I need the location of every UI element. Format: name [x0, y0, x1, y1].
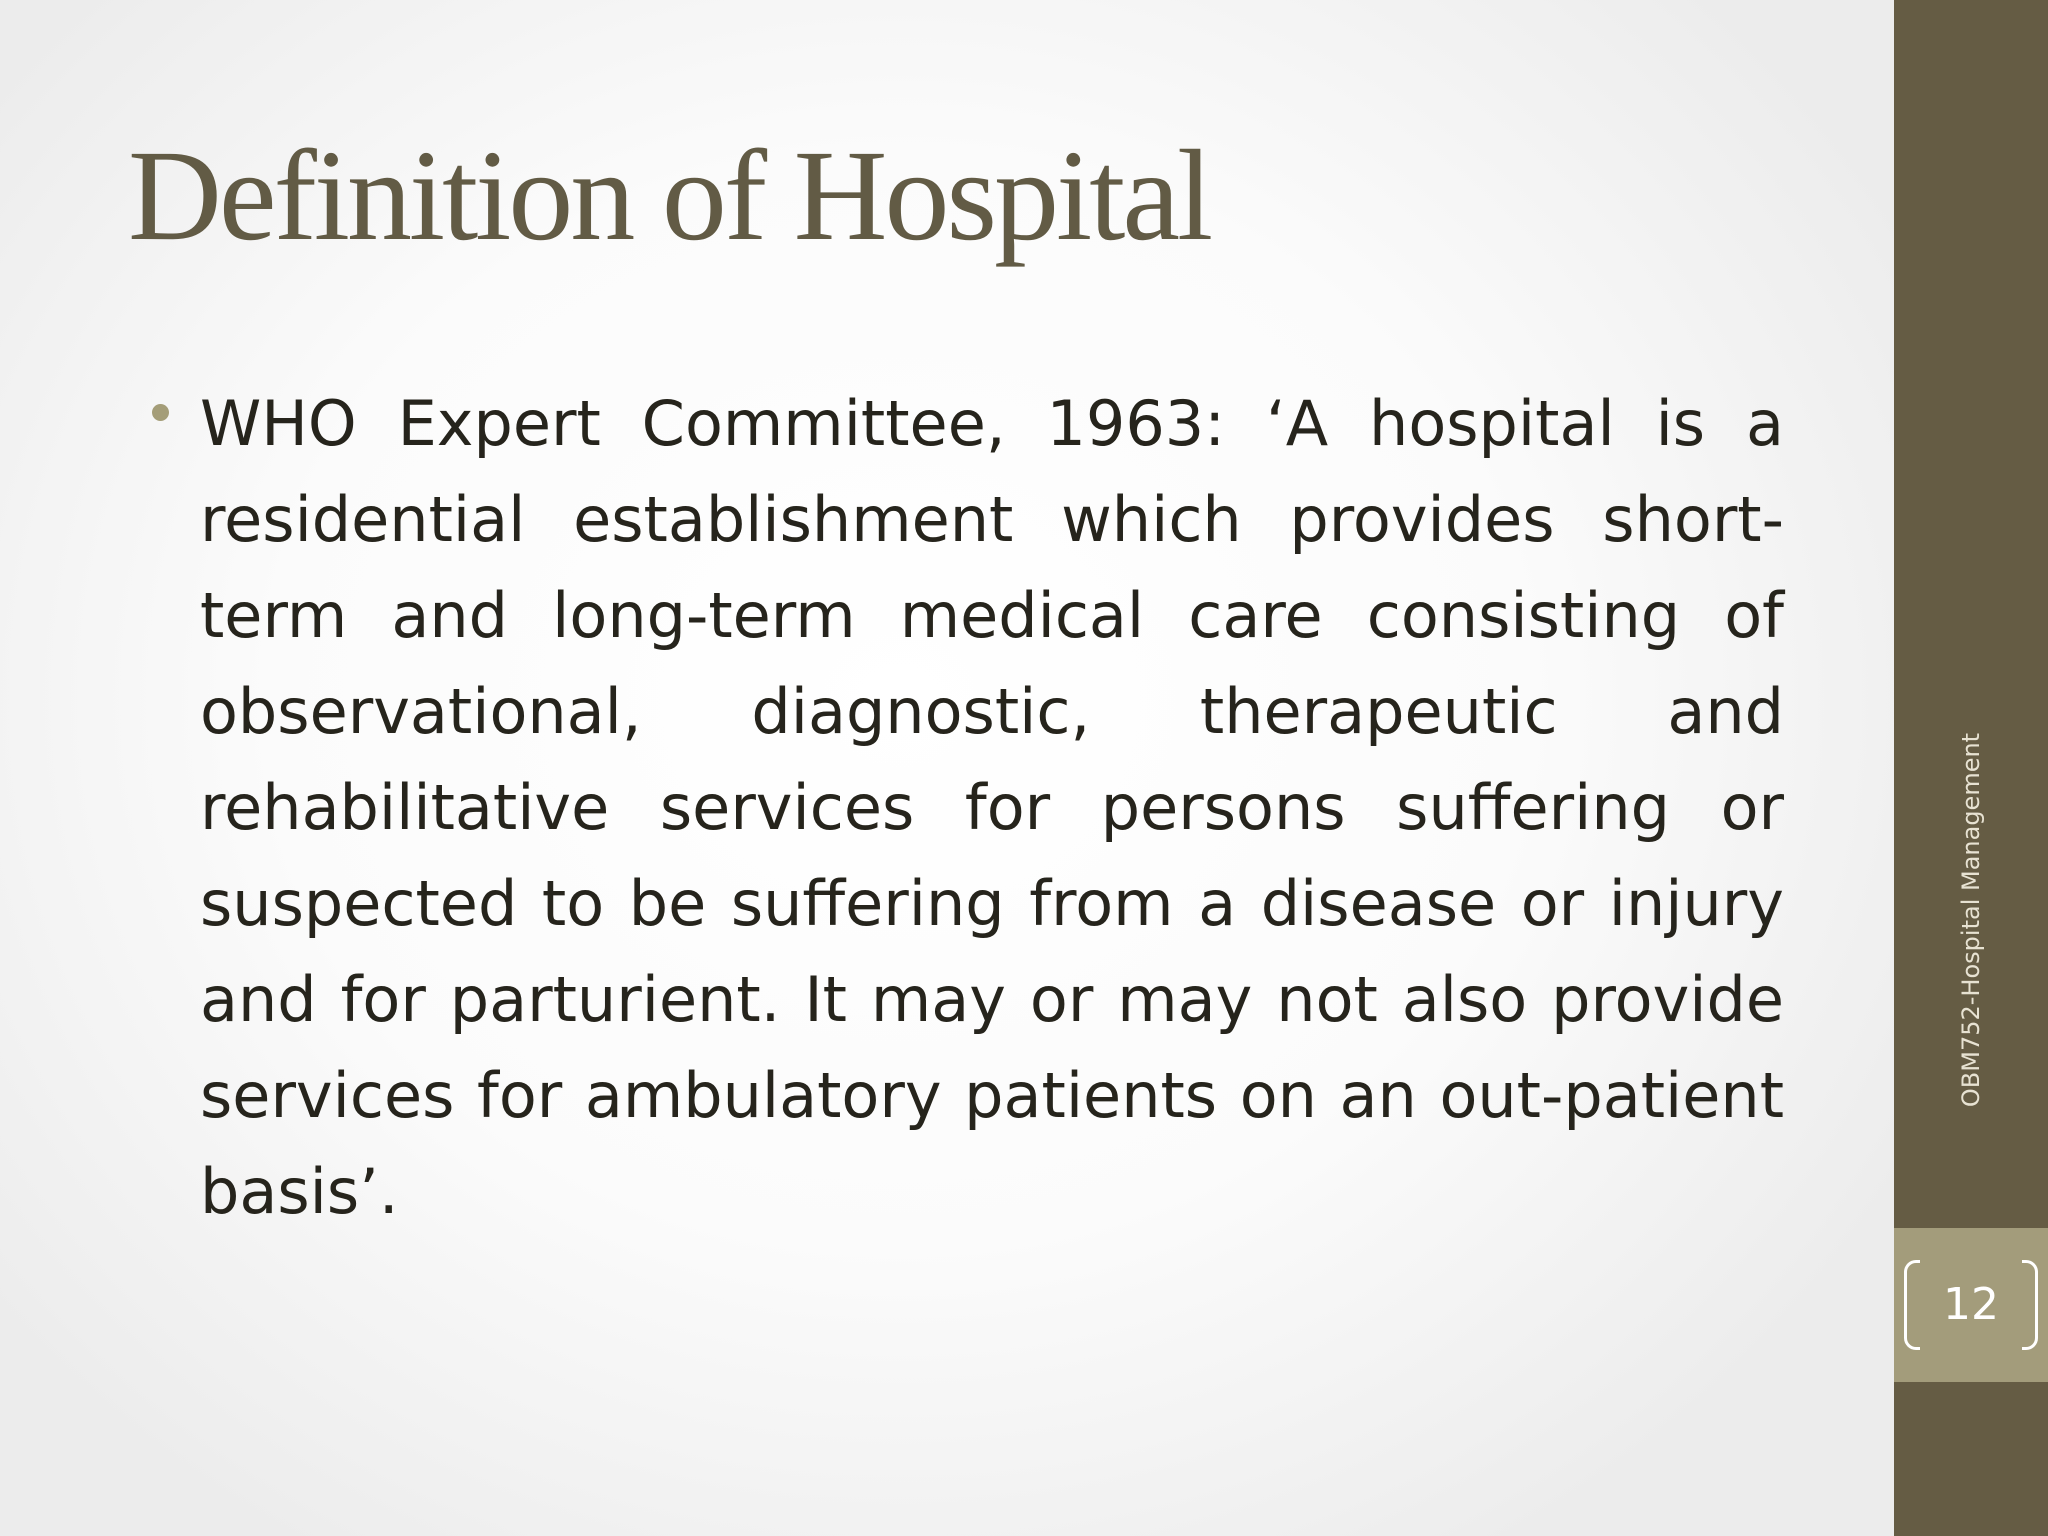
bullet-list — [144, 376, 1784, 1240]
slide-title: Definition of Hospital — [128, 124, 1211, 268]
bullet-text: WHO Expert Committee, 1963: ‘A hospital is a residential establishment which provides short-term and long-term medical care consisting of observational, diagnostic, therapeutic and rehabilitative services for persons suffering or suspected to be suffering from a disease or injury and for parturient. It may or may not also provide services for ambulatory patients on an out-patient basis’. — [200, 387, 1784, 1228]
page-number: 12 — [1943, 1279, 1999, 1330]
page-number-box — [1894, 1228, 2048, 1382]
bullet-item — [144, 376, 1784, 1240]
sidebar — [1894, 0, 2048, 1536]
bullet-dot-icon — [152, 404, 169, 421]
footer-text: OBM752-Hospital Management — [1957, 732, 1985, 1108]
